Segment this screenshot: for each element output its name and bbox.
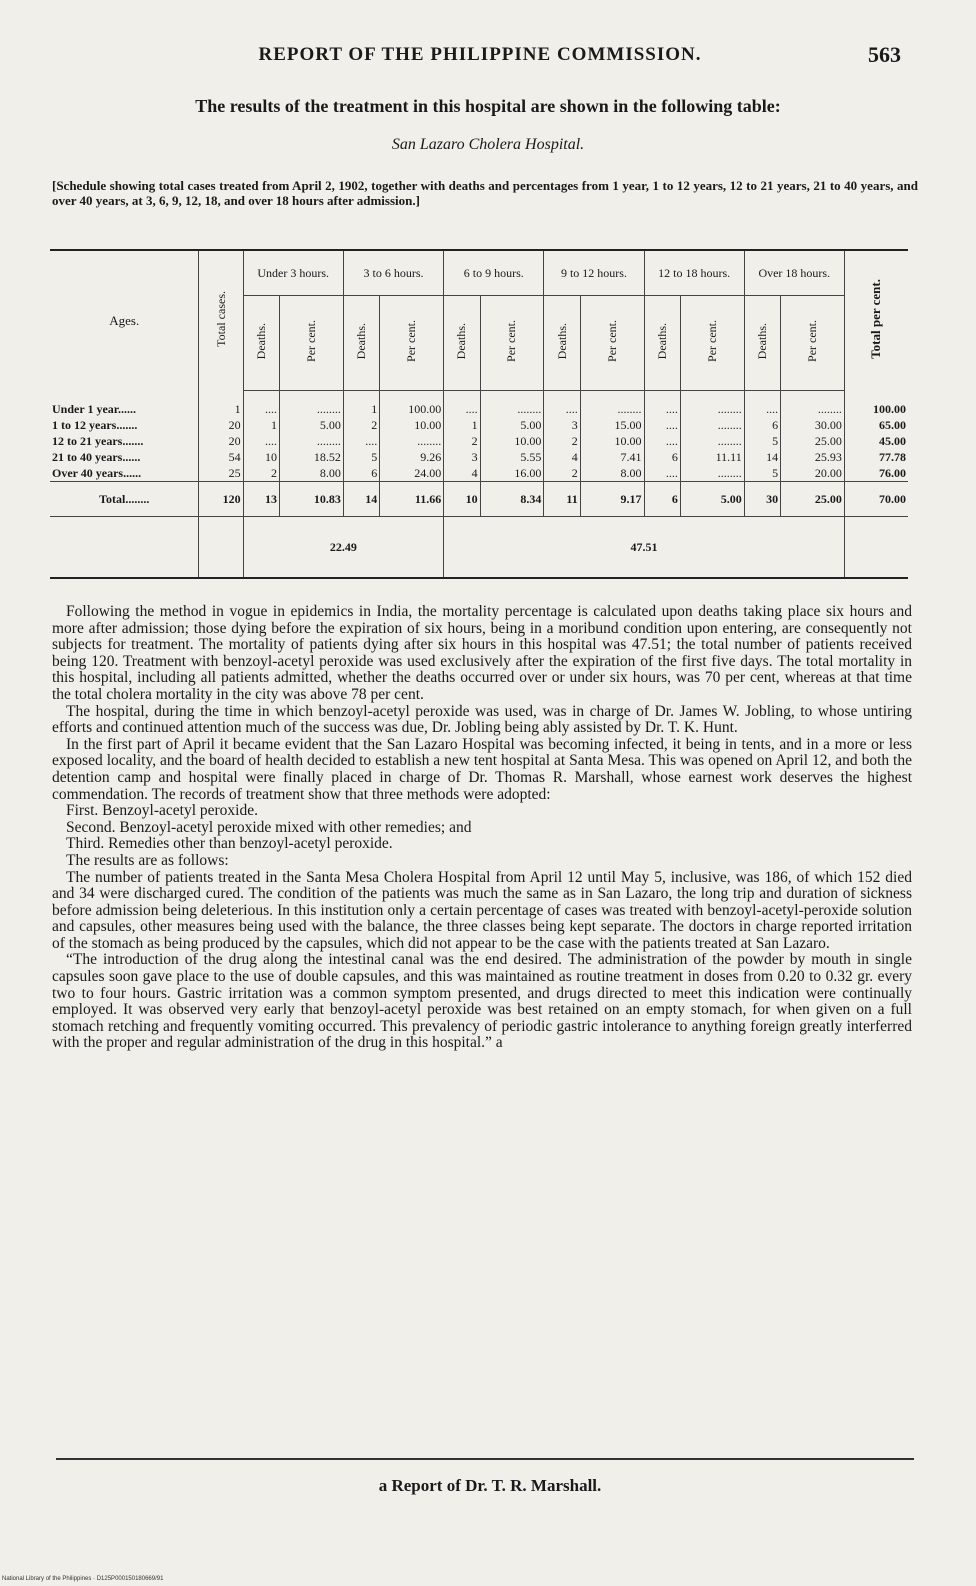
deaths-subheader: Deaths. xyxy=(544,296,580,391)
table-summary-row xyxy=(50,517,908,579)
table-row: Over 40 years...... 25 2 8.00 6 24.00 4 16.00 2 8.00 .... ........ 5 20.00 76.00 xyxy=(52,466,906,480)
deaths-subheader: Deaths. xyxy=(243,296,279,391)
body-text xyxy=(52,604,912,1052)
footnote-divider xyxy=(56,1458,914,1460)
deaths-subheader: Deaths. xyxy=(444,296,480,391)
table-title: San Lazaro Cholera Hospital. xyxy=(391,136,585,153)
ages-header: Ages. xyxy=(50,250,199,391)
percent-subheader: Per cent. xyxy=(380,296,444,391)
page-number: 563 xyxy=(868,42,901,67)
deaths-subheader: Deaths. xyxy=(744,296,780,391)
quotation-paragraph: “The introduction of the drug along the intestinal canal was the end desired. The administration of the powder by mouth in single capsules soon gave place to the use of double capsules, and this was maintained as routine treatment in doses from 0.20 to 0.32 gr. every two to four hours. Gastric irritation was a common symptom presented, and drugs directed to meet this indication were continually employed. It was observed very early that benzoyl-acetyl peroxide was best retained on an empty stomach, for when given on a full stomach retching and frequently vomiting occurred. This prevalency of periodic gastric intolerance to anything foreign greatly interferred with the proper and regular administration of the drug in this hospital.” a xyxy=(52,951,912,1052)
percent-subheader: Per cent. xyxy=(280,296,344,391)
paragraph: In the first part of April it became evident that the San Lazaro Hospital was becoming infected, it being in tents, and in a more or less exposed locality, and the board of health decided to establish a new tent hospital at Santa Mesa. This was opened on April 12, and both the detention camp and hospital were finally placed in charge of Dr. Thomas R. Marshall, whose earnest work deserves the highest commendation. The records of treatment show that three methods were adopted: xyxy=(52,735,912,803)
intro-sentence: The results of the treatment in this hospital are shown in the following table: xyxy=(195,96,781,116)
paragraph: The number of patients treated in the Santa Mesa Cholera Hospital from April 12 until May 5, inclusive, was 186, of which 152 died and 34 were discharged cured. The condition of the patients was much the same as in San Lazaro, the long trip and duration of sickness before admission being deleterious. In this institution only a certain percentage of cases was treated with benzoyl-acetyl-peroxide solution and capsules, other measures being used with the balance, the three classes being kept separate. The doctors in charge reported irritation of the stomach as being produced by the capsules, which did not appear to be the case with the patients treated at San Lazaro. xyxy=(52,868,912,952)
group-header-over-18: Over 18 hours. xyxy=(744,250,844,296)
deaths-subheader: Deaths. xyxy=(343,296,379,391)
table-row: 12 to 21 years....... 20 .... ........ .... ........ 2 10.00 2 10.00 .... ........ 5 25.00 45.00 xyxy=(52,434,906,448)
paragraph: The hospital, during the time in which benzoyl-acetyl peroxide was used, was in charge of Dr. James W. Jobling, to whose untiring efforts and continued attention much of the success was due, Dr. Jobling being ably assisted by Dr. T. K. Hunt. xyxy=(52,702,912,737)
summary-under-six-hours: 22.49 xyxy=(243,517,444,579)
table-total-row: Total........ 120 13 10.83 14 11.66 10 8.34 11 9.17 6 5.00 30 25.00 70.00 xyxy=(50,482,908,517)
table-row: 1 to 12 years....... 20 1 5.00 2 10.00 1 5.00 3 15.00 .... ........ 6 30.00 65.00 xyxy=(52,418,906,432)
total-percent-header: Total per cent. xyxy=(844,250,908,391)
paragraph: Following the method in vogue in epidemics in India, the mortality percentage is calculated upon deaths taking place six hours and more after admission; those dying before the expiration of six hours, being in a moribund condition upon entering, are consequently not subjects for treatment. The mortality of patients dying after six hours in this hospital was 47.51; the total number of patients received being 120. Treatment with benzoyl-acetyl peroxide was used exclusively after the expiration of the first five days. The total mortality in this hospital, including all patients admitted, whether the deaths occurred over or under six hours, was 70 per cent, whereas at that time the total cholera mortality in the city was above 78 per cent. xyxy=(52,603,912,703)
percent-subheader: Per cent. xyxy=(781,296,845,391)
mortality-table xyxy=(50,249,908,579)
group-header-12-to-18: 12 to 18 hours. xyxy=(644,250,744,296)
list-item: First. Benzoyl-acetyl peroxide. xyxy=(66,802,258,820)
footnote: a Report of Dr. T. R. Marshall. xyxy=(378,1476,602,1495)
summary-over-six-hours: 47.51 xyxy=(444,517,845,579)
total-cases-header: Total cases. xyxy=(199,250,243,391)
schedule-note: [Schedule showing total cases treated from April 2, 1902, together with deaths and percentages from 1 year, 1 to 12 years, 12 to 21 years, 21 to 40 years, and over 40 years, at 3, 6, 9, 12, 18, and over 18 hours after admission.] xyxy=(52,178,918,208)
table-row: Under 1 year...... 1 .... ........ 1 100.00 .... ........ .... ........ .... ........ .... ........ 100.00 xyxy=(50,391,908,418)
group-header-under-3: Under 3 hours. xyxy=(243,250,343,296)
deaths-subheader: Deaths. xyxy=(644,296,680,391)
group-header-9-to-12: 9 to 12 hours. xyxy=(544,250,644,296)
scan-credit: National Library of the Philippines · D125P000150180669/91 xyxy=(2,1576,164,1582)
group-header-3-to-6: 3 to 6 hours. xyxy=(343,250,443,296)
list-item: Third. Remedies other than benzoyl-acetyl peroxide. xyxy=(66,835,393,853)
percent-subheader: Per cent. xyxy=(580,296,644,391)
percent-subheader: Per cent. xyxy=(480,296,544,391)
group-header-6-to-9: 6 to 9 hours. xyxy=(444,250,544,296)
table-row: 21 to 40 years...... 54 10 18.52 5 9.26 3 5.55 4 7.41 6 11.11 14 25.93 77.78 xyxy=(52,450,906,464)
list-item: Second. Benzoyl-acetyl peroxide mixed with other remedies; and xyxy=(66,818,472,836)
running-head: REPORT OF THE PHILIPPINE COMMISSION. xyxy=(258,44,702,65)
paragraph: The results are as follows: xyxy=(66,851,229,869)
percent-subheader: Per cent. xyxy=(680,296,744,391)
